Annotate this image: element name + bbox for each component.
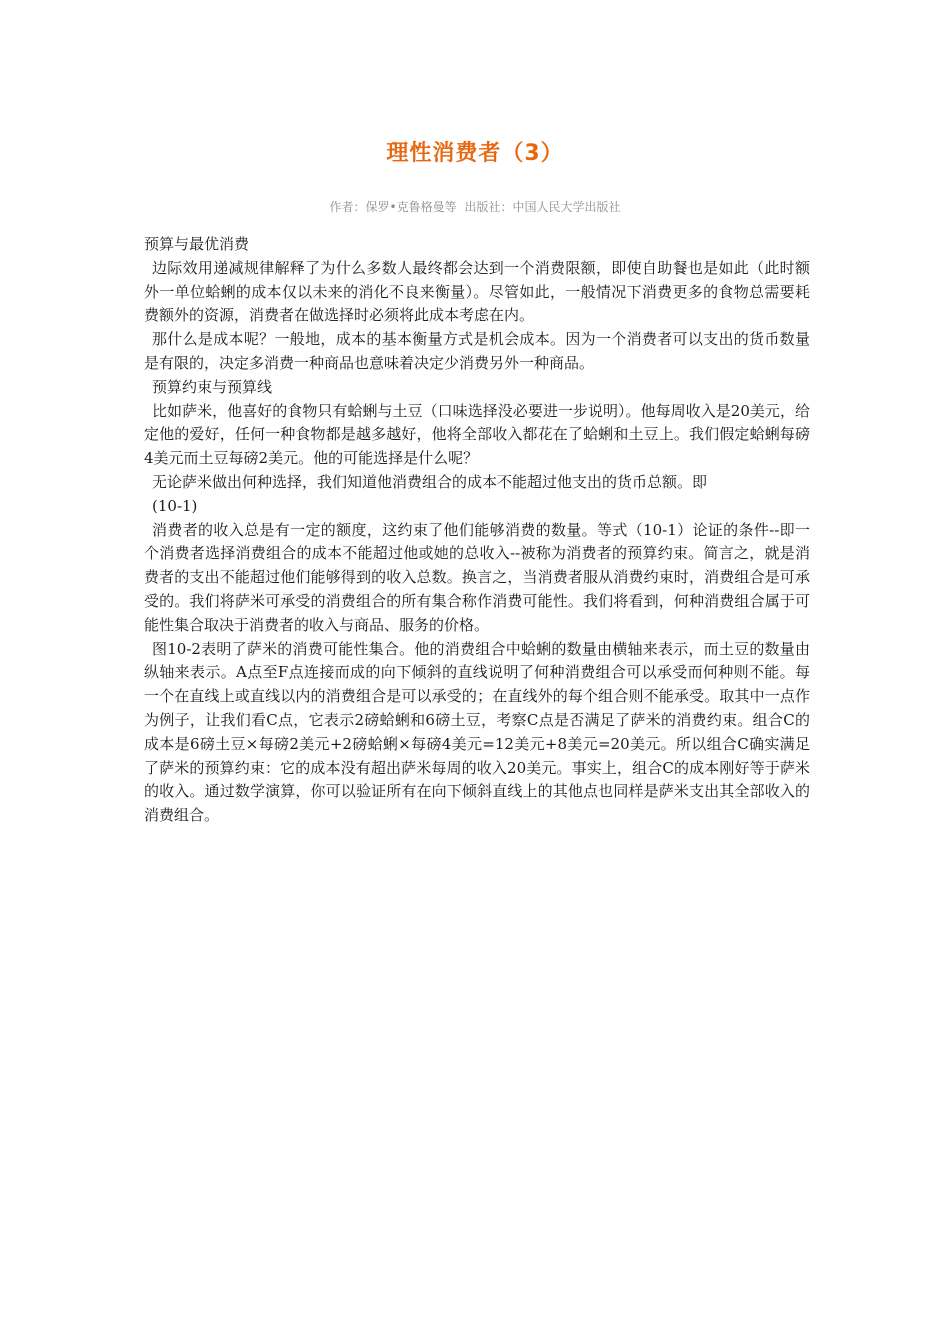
article-body (144, 233, 810, 828)
author-line: 作者：保罗•克鲁格曼等 (329, 200, 457, 214)
paragraph: 那什么是成本呢？一般地，成本的基本衡量方式是机会成本。因为一个消费者可以支出的货币数量是有限的，决定多消费一种商品也意味着决定少消费另外一种商品。 (144, 330, 810, 372)
paragraph: 比如萨米，他喜好的食物只有蛤蜊与土豆（口味选择没必要进一步说明）。他每周收入是20美元，给定他的爱好，任何一种食物都是越多越好，他将全部收入都花在了蛤蜊和土豆上。我们假定蛤蜊每磅4美元而土豆每磅2美元。他的可能选择是什么呢？ (144, 401, 810, 468)
paragraph: 消费者的收入总是有一定的额度，这约束了他们能够消费的数量。等式（10-1）论证的条件--即一个消费者选择消费组合的成本不能超过他或她的总收入--被称为消费者的预算约束。简言之，就是消费者的支出不能超过他们能够得到的收入总数。换言之，当消费者服从消费约束时，消费组合是可承受的。我们将萨米可承受的消费组合的所有集合称作消费可能性。我们将看到，何种消费组合属于可能性集合取决于消费者的收入与商品、服务的价格。 (144, 520, 810, 634)
article-title: 理性消费者（3） (386, 141, 564, 166)
section-heading-budget: 预算与最优消费 (144, 235, 250, 253)
paragraph: 无论萨米做出何种选择，我们知道他消费组合的成本不能超过他支出的货币总额。即 (152, 472, 708, 491)
paragraph: 图10-2表明了萨米的消费可能性集合。他的消费组合中蛤蜊的数量由横轴来表示，而土豆的数量由纵轴来表示。A点至F点连接而成的向下倾斜的直线说明了何种消费组合可以承受而何种则不能。每一个在直线上或直线以内的消费组合是可以承受的；在直线外的每个组合则不能承受。取其中一点作为例子，让我们看C点，它表示2磅蛤蜊和6磅土豆，考察C点是否满足了萨米的消费约束。组合C的成本是6磅土豆×每磅2美元+2磅蛤蜊×每磅4美元=12美元+8美元=20美元。所以组合C确实满足了萨米的预算约束：它的成本没有超出萨米每周的收入20美元。事实上，组合C的成本刚好等于萨米的收入。通过数学演算，你可以验证所有在向下倾斜直线上的其他点也同样是萨米支出其全部收入的消费组合。 (144, 639, 810, 825)
equation-label: (10-1) (152, 496, 198, 515)
article-meta (0, 198, 950, 215)
section-heading-budget-constraint: 预算约束与预算线 (152, 377, 273, 396)
publisher-line: 出版社：中国人民大学出版社 (464, 200, 621, 214)
paragraph: 边际效用递减规律解释了为什么多数人最终都会达到一个消费限额，即使自助餐也是如此（此时额外一单位蛤蜊的成本仅以未来的消化不良来衡量）。尽管如此，一般情况下消费更多的食物总需要耗费额外的资源，消费者在做选择时必须将此成本考虑在内。 (144, 258, 810, 325)
